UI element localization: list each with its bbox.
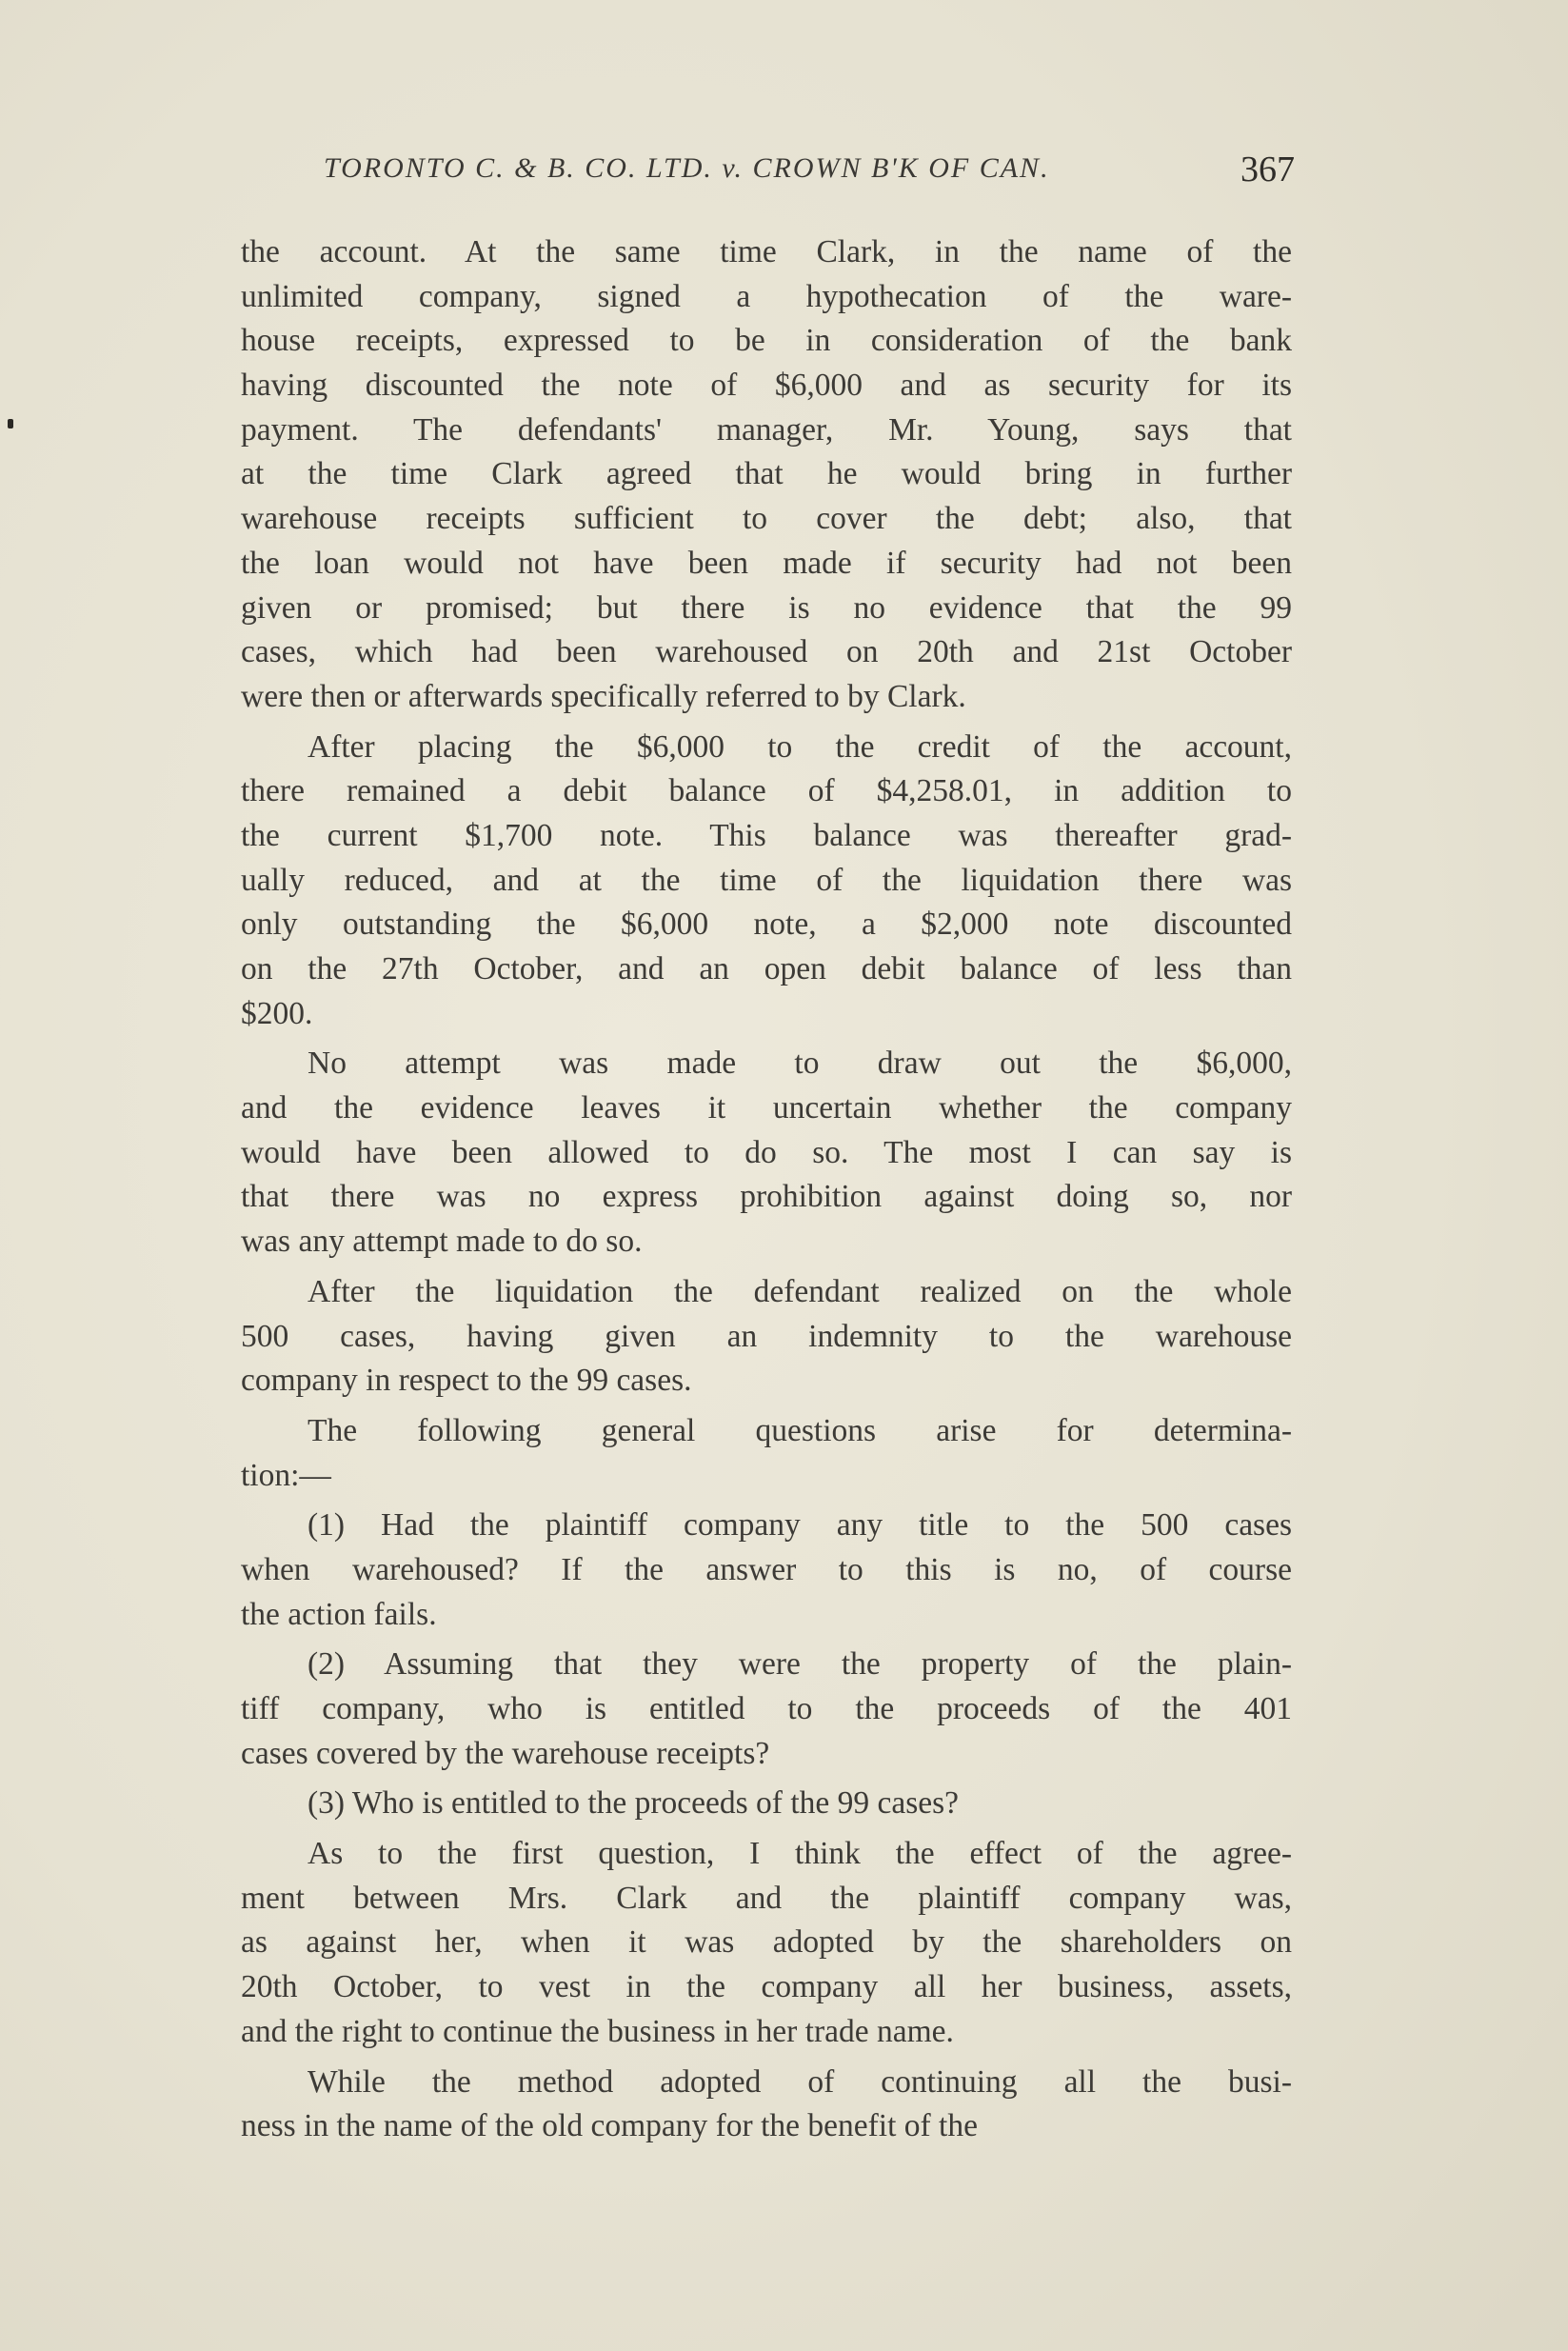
text-line: As to the first question, I think the effect of the agree-	[308, 1836, 1292, 1872]
margin-ink-mark	[8, 419, 13, 428]
text-line: $200.	[241, 995, 313, 1031]
text-line: given or promised; but there is no evidence that the 99	[241, 589, 1292, 626]
paragraph	[241, 230, 1292, 720]
text-line: and the evidence leaves it uncertain whether the company	[241, 1090, 1292, 1126]
text-line: While the method adopted of continuing all the busi-	[308, 2063, 1292, 2100]
text-line: only outstanding the $6,000 note, a $2,000 note discounted	[241, 907, 1292, 943]
text-line: 500 cases, having given an indemnity to the warehouse	[241, 1318, 1292, 1354]
text-line: tiff company, who is entitled to the proceeds of the 401	[241, 1691, 1292, 1726]
text-line: payment. The defendants' manager, Mr. Young, says that	[241, 411, 1292, 448]
text-line: when warehoused? If the answer to this is no, of course	[241, 1551, 1292, 1587]
page-number: 367	[1241, 149, 1295, 189]
text-line: there remained a debit balance of $4,258.01, in addition to	[241, 773, 1292, 809]
text-line: house receipts, expressed to be in consideration of the bank	[241, 323, 1292, 359]
paragraph	[241, 1270, 1292, 1404]
text-line: 20th October, to vest in the company all her business, assets,	[241, 1969, 1292, 2005]
text-line: the account. At the same time Clark, in the name of the	[241, 234, 1292, 269]
text-line: company in respect to the 99 cases.	[241, 1363, 692, 1399]
paragraph	[241, 2061, 1292, 2149]
text-line: the loan would not have been made if security had not been	[241, 545, 1292, 581]
text-line: would have been allowed to do so. The most I can say is	[241, 1134, 1292, 1170]
text-line: that there was no express prohibition against doing so, nor	[241, 1179, 1292, 1215]
text-line: cases, which had been warehoused on 20th and 21st October	[241, 634, 1292, 670]
text-line: cases covered by the warehouse receipts?	[241, 1735, 770, 1771]
text-line: as against her, when it was adopted by the shareholders on	[241, 1924, 1292, 1961]
text-line: ually reduced, and at the time of the liquidation there was	[241, 862, 1292, 898]
text-line: was any attempt made to do so.	[241, 1224, 643, 1260]
body-text	[241, 230, 1292, 2155]
text-line: unlimited company, signed a hypothecation of the ware-	[241, 278, 1292, 314]
text-line: at the time Clark agreed that he would bring in further	[241, 456, 1292, 492]
paragraph	[241, 1643, 1292, 1776]
text-line: (3) Who is entitled to the proceeds of the 99 cases?	[308, 1785, 960, 1822]
running-head	[324, 149, 1295, 209]
text-line: warehouse receipts sufficient to cover the debt; also, that	[241, 501, 1292, 537]
paragraph	[241, 1832, 1292, 2054]
text-line: (1) Had the plaintiff company any title to the 500 cases	[308, 1507, 1292, 1544]
running-title: TORONTO C. & B. CO. LTD. v. CROWN B'K OF CAN.	[324, 152, 1050, 184]
text-line: having discounted the note of $6,000 and as security for its	[241, 368, 1292, 404]
paragraph	[241, 1504, 1292, 1637]
paragraph	[241, 1042, 1292, 1264]
paragraph	[241, 726, 1292, 1037]
paragraph	[241, 1782, 1292, 1826]
text-line: the action fails.	[241, 1596, 437, 1632]
text-line: the current $1,700 note. This balance was thereafter grad-	[241, 817, 1292, 853]
text-line: were then or afterwards specifically referred to by Clark.	[241, 678, 966, 714]
text-line: After the liquidation the defendant realized on the whole	[308, 1273, 1292, 1309]
text-line: tion:—	[241, 1457, 331, 1493]
text-line: ment between Mrs. Clark and the plaintiff company was,	[241, 1880, 1292, 1916]
text-line: ness in the name of the old company for the benefit of the	[241, 2108, 978, 2144]
text-line: and the right to continue the business in her trade name.	[241, 2013, 954, 2049]
text-line: The following general questions arise for determina-	[308, 1412, 1292, 1448]
paragraph	[241, 1409, 1292, 1498]
text-line: (2) Assuming that they were the property of the plain-	[308, 1646, 1292, 1683]
text-line: After placing the $6,000 to the credit of the account,	[308, 728, 1292, 765]
text-line: No attempt was made to draw out the $6,000,	[308, 1046, 1292, 1082]
text-line: on the 27th October, and an open debit balance of less than	[241, 951, 1292, 986]
